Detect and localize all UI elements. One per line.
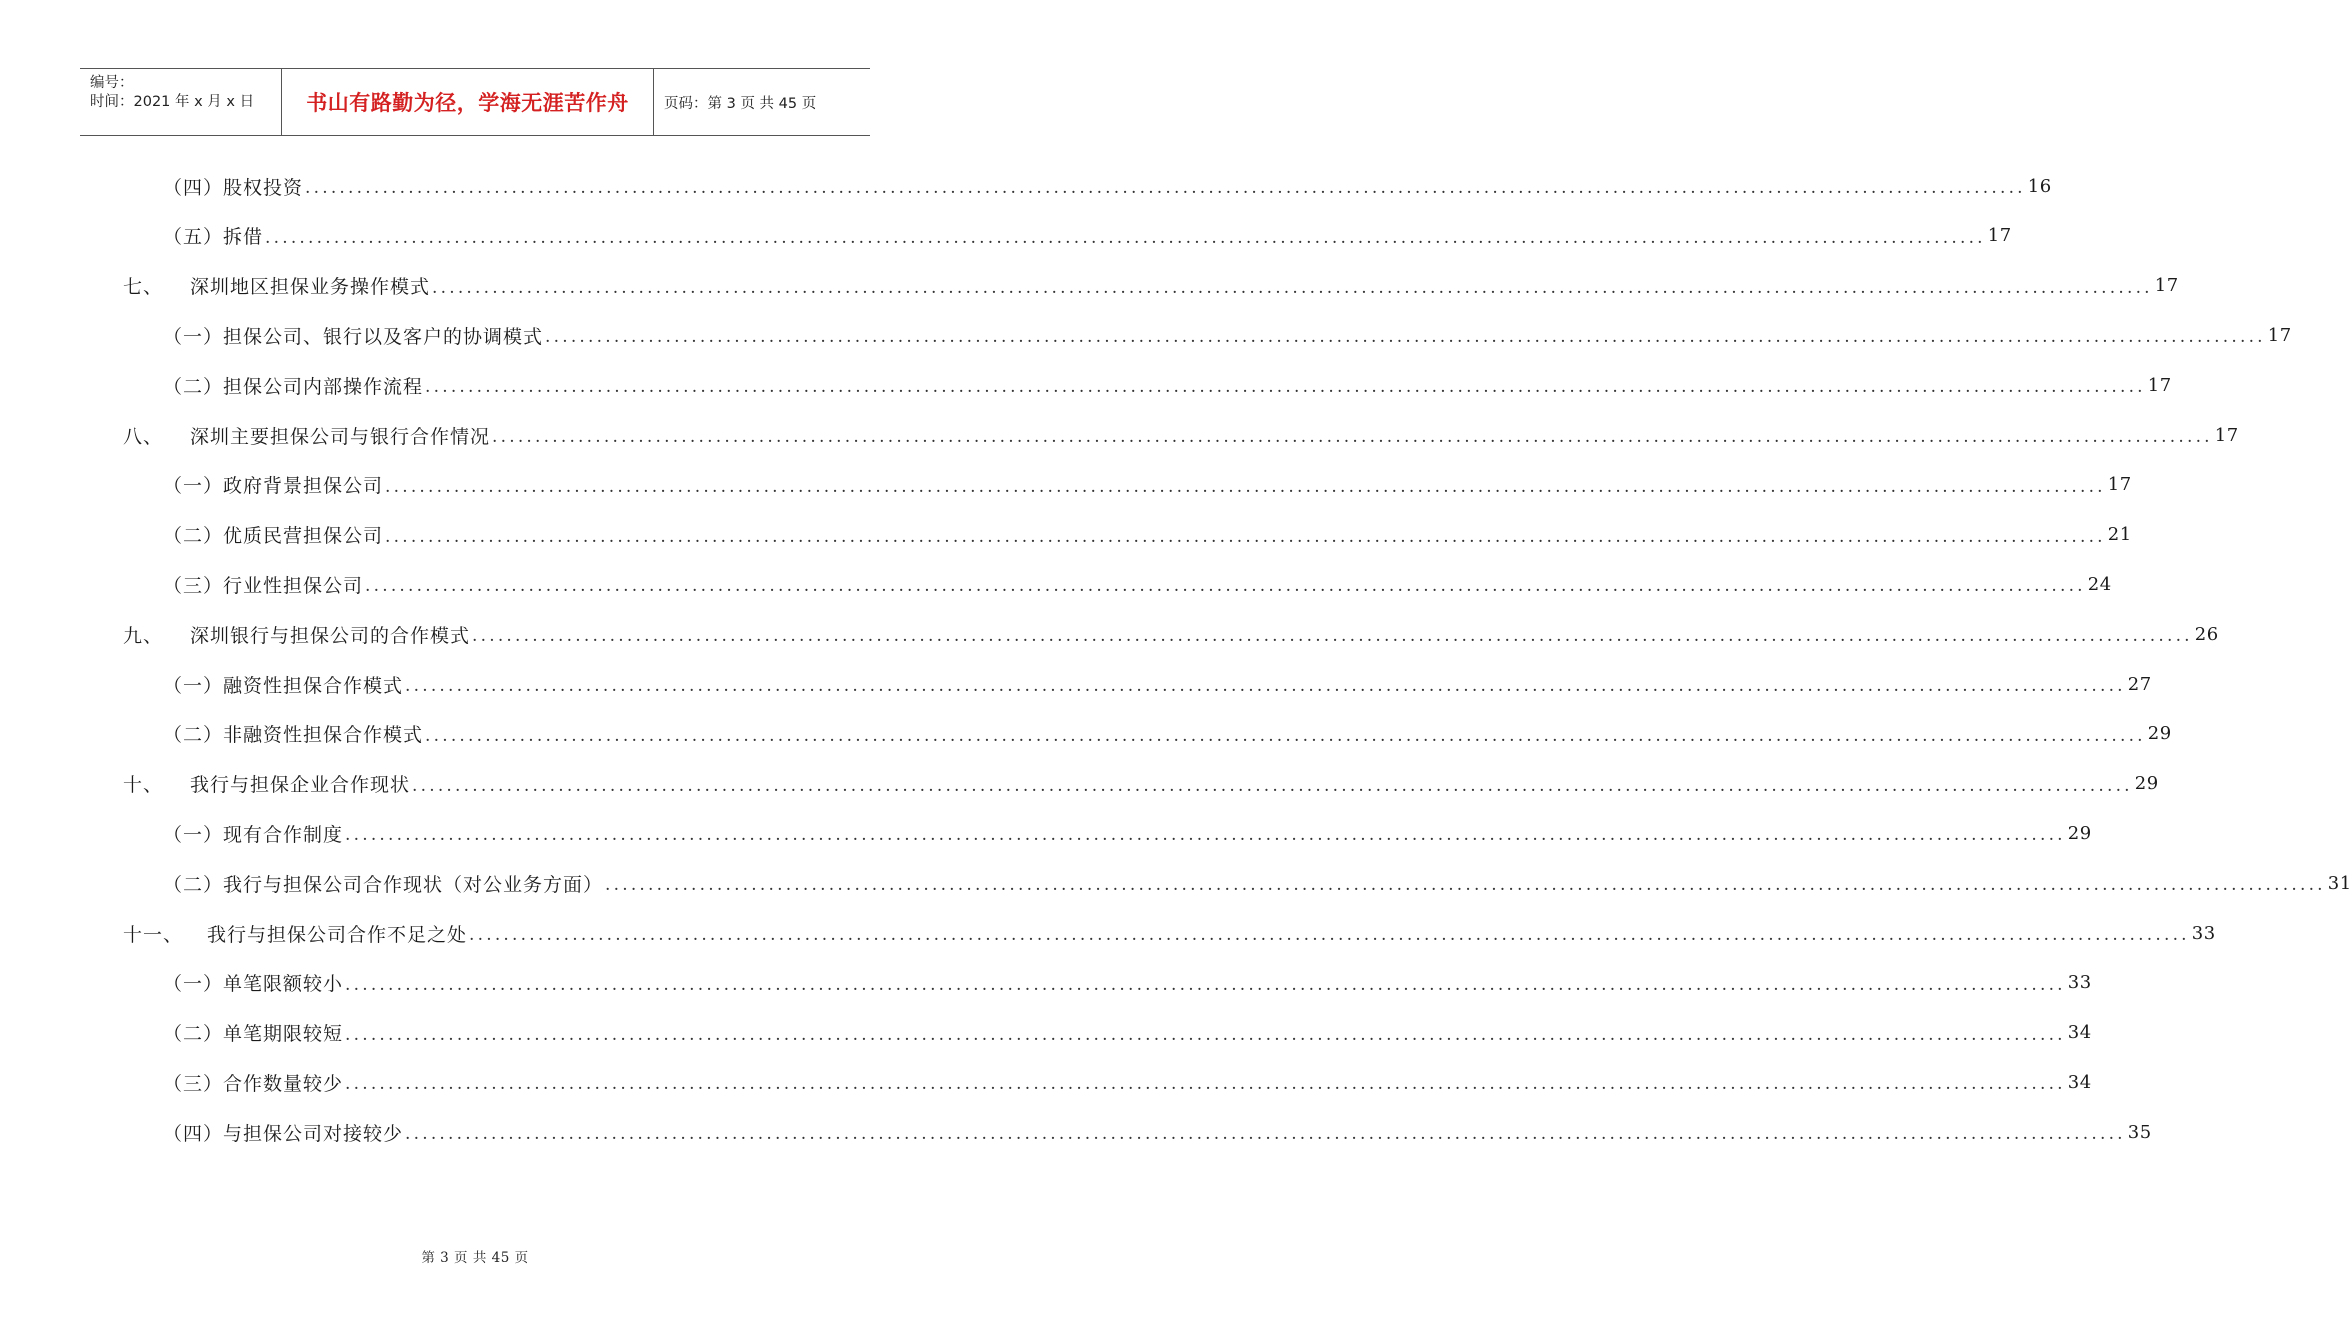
toc-entry-label [163,1119,403,1146]
toc-entry-title: （一）现有合作制度 [163,823,344,846]
toc-entry-page: 33 [2067,972,2092,994]
toc-entry[interactable] [0,319,2292,351]
toc-entry-title: 深圳地区担保业务操作模式 [190,276,431,299]
toc-entry-label [123,621,470,648]
toc-entry-label [163,372,423,399]
header-page-info: 页码：第 3 页 共 45 页 [664,95,817,112]
toc-dot-leader: ........................................................................................................................................................................................................ [492,427,2213,447]
toc-entry[interactable] [0,469,2132,501]
toc-entry-title: （四）与担保公司对接较少 [163,1122,404,1145]
toc-entry[interactable] [0,967,2092,999]
toc-entry-title: （二）担保公司内部操作流程 [163,375,424,398]
toc-entry-title: （一）融资性担保合作模式 [163,674,404,697]
toc-dot-leader: ........................................................................................................................................................................................................ [545,327,2266,348]
toc-entry-page: 34 [2067,1071,2092,1093]
toc-entry-label [123,770,410,797]
toc-entry-title: （二）非融资性担保合作模式 [163,724,424,747]
toc-entry-number: 七、 [123,276,164,299]
toc-dot-leader: ........................................................................................................................................................................................................ [605,875,2326,896]
toc-entry-page: 35 [2127,1121,2152,1143]
toc-dot-leader: ........................................................................................................................................................................................................ [385,476,2106,497]
toc-entry-title: （二）单笔期限较短 [163,1023,344,1046]
toc-dot-leader: ........................................................................................................................................................................................................ [345,1024,2066,1045]
toc-entry-title: 深圳主要担保公司与银行合作情况 [190,425,491,448]
toc-entry-label [163,322,543,349]
toc-entry-title: （三）合作数量较少 [163,1072,344,1095]
toc-entry-title: 深圳银行与担保公司的合作模式 [190,624,471,647]
toc-entry[interactable] [0,419,2239,451]
toc-entry-page: 17 [2107,474,2132,496]
toc-entry-label [123,422,490,449]
toc-entry-label [163,720,423,747]
toc-dot-leader: ........................................................................................................................................................................................................ [472,626,2193,647]
toc-entry-label [163,820,343,847]
serial-label: 编号： [90,75,134,91]
toc-entry-page: 21 [2107,524,2132,546]
toc-entry-title: （四）股权投资 [163,176,304,199]
toc-entry-label [163,870,603,897]
toc-entry[interactable] [0,668,2152,700]
toc-entry-page: 24 [2087,573,2112,595]
toc-entry-page: 31 [2327,872,2352,894]
toc-entry[interactable] [0,220,2012,252]
toc-entry-title: （二）我行与担保公司合作现状（对公业务方面） [163,873,604,896]
toc-entry-page: 34 [2067,1022,2092,1044]
toc-entry-page: 16 [2027,175,2052,197]
toc-entry-label [163,222,263,249]
toc-entry[interactable] [0,768,2159,800]
time-label: 时间：2021 年 x 月 x 日 [90,94,255,110]
toc-entry-page: 17 [1987,225,2012,247]
toc-dot-leader: ........................................................................................................................................................................................................ [345,825,2066,846]
toc-dot-leader: ........................................................................................................................................................................................................ [425,725,2146,746]
toc-dot-leader: ........................................................................................................................................................................................................ [345,1074,2066,1095]
toc-entry-label [163,671,403,698]
toc-entry-title: （一）单笔限额较小 [163,973,344,996]
toc-entry-title: （二）优质民营担保公司 [163,525,384,548]
toc-dot-leader: ........................................................................................................................................................................................................ [365,576,2086,597]
toc-dot-leader: ........................................................................................................................................................................................................ [405,676,2126,696]
page-header [80,68,870,136]
toc-dot-leader: ........................................................................................................................................................................................................ [405,1124,2126,1145]
toc-entry[interactable] [0,618,2219,650]
toc-entry[interactable] [0,1116,2152,1148]
toc-entry[interactable] [0,170,2052,202]
toc-entry-label [163,969,343,996]
toc-entry[interactable] [0,718,2172,750]
toc-entry[interactable] [0,270,2179,302]
toc-entry[interactable] [0,369,2172,401]
toc-entry-page: 29 [2067,822,2092,844]
toc-dot-leader: ........................................................................................................................................................................................................ [385,526,2106,547]
header-meta [80,69,282,135]
toc-entry-label [163,521,383,548]
toc-entry[interactable] [0,917,2216,949]
toc-entry[interactable] [0,867,2352,899]
toc-entry-label [163,1019,343,1046]
toc-entry-title: 我行与担保公司合作不足之处 [207,923,468,946]
toc-entry-number: 十、 [123,774,164,797]
toc-entry-page: 27 [2127,673,2152,695]
toc-entry-title: （三）行业性担保公司 [163,574,364,597]
toc-dot-leader: ........................................................................................................................................................................................................ [305,178,2026,198]
toc-entry[interactable] [0,568,2112,600]
toc-entry-number: 十一、 [123,923,184,946]
toc-entry-title: 我行与担保企业合作现状 [190,774,411,797]
toc-entry-number: 八、 [123,425,164,448]
toc-entry[interactable] [0,1066,2092,1098]
toc-entry-page: 17 [2154,275,2179,297]
toc-entry-label [123,920,467,947]
toc-entry-label [163,471,383,498]
toc-dot-leader: ........................................................................................................................................................................................................ [432,277,2153,298]
toc-dot-leader: ........................................................................................................................................................................................................ [469,925,2190,945]
toc-entry[interactable] [0,817,2092,849]
toc-entry-page: 17 [2267,324,2292,346]
toc-dot-leader: ........................................................................................................................................................................................................ [345,974,2066,995]
toc-entry-label [163,173,303,200]
toc-entry-page: 29 [2134,773,2159,795]
toc-entry[interactable] [0,519,2132,551]
toc-dot-leader: ........................................................................................................................................................................................................ [265,227,1986,248]
toc-dot-leader: ........................................................................................................................................................................................................ [425,377,2146,398]
toc-entry-title: （一）政府背景担保公司 [163,475,384,498]
header-motto: 书山有路勤为径，学海无涯苦作舟 [282,69,654,135]
toc-entry-page: 26 [2194,623,2219,645]
toc-entry-page: 29 [2147,723,2172,745]
toc-entry-page: 17 [2147,374,2172,396]
toc-entry-number: 九、 [123,624,164,647]
toc-entry-page: 33 [2191,922,2216,944]
page-footer: 第 3 页 共 45 页 [421,1250,529,1266]
toc-entry-title: （一）担保公司、银行以及客户的协调模式 [163,325,544,348]
toc-entry-label [163,1069,343,1096]
toc-dot-leader: ........................................................................................................................................................................................................ [412,775,2133,796]
toc-entry-label [163,571,363,598]
toc-entry-page: 17 [2214,424,2239,446]
toc-entry-title: （五）拆借 [163,226,264,249]
toc-entry[interactable] [0,1017,2092,1049]
toc-entry-label [123,272,430,299]
